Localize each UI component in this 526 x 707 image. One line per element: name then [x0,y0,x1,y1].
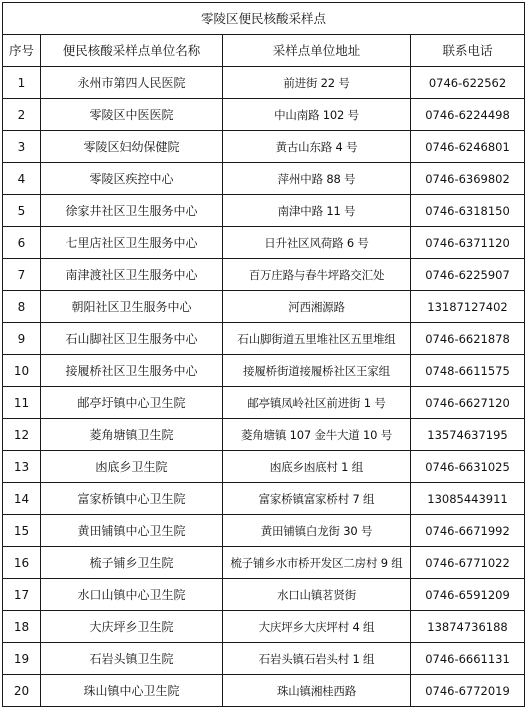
cell-phone: 0746-6627120 [411,387,525,419]
cell-address: 接履桥街道接履桥社区王家组 [223,355,411,387]
cell-phone: 0746-6671992 [411,515,525,547]
cell-index: 15 [3,515,41,547]
cell-address: 百万庄路与春牛坪路交汇处 [223,259,411,291]
table-row [3,291,525,323]
cell-name: 零陵区妇幼保健院 [41,131,223,163]
cell-phone: 13574637195 [411,419,525,451]
cell-name: 水口山镇中心卫生院 [41,579,223,611]
table-row [3,259,525,291]
table-title: 零陵区便民核酸采样点 [3,3,525,35]
cell-address: 邮亭镇凤岭社区前进街 1 号 [223,387,411,419]
cell-index: 13 [3,451,41,483]
cell-index: 12 [3,419,41,451]
header-address: 采样点单位地址 [223,35,411,67]
cell-index: 10 [3,355,41,387]
cell-name: 零陵区疾控中心 [41,163,223,195]
cell-phone: 0746-6591209 [411,579,525,611]
cell-phone: 0746-6225907 [411,259,525,291]
cell-index: 17 [3,579,41,611]
cell-address: 石岩头镇石岩头村 1 组 [223,643,411,675]
cell-index: 7 [3,259,41,291]
table-row [3,387,525,419]
cell-phone: 13874736188 [411,611,525,643]
cell-phone: 0746-6771022 [411,547,525,579]
cell-index: 8 [3,291,41,323]
cell-phone: 0746-6621878 [411,323,525,355]
cell-address: 珠山镇湘桂西路 [223,675,411,707]
cell-phone: 0746-6318150 [411,195,525,227]
table-row [3,67,525,99]
table-title-row [3,3,525,35]
header-name: 便民核酸采样点单位名称 [41,35,223,67]
cell-name: 永州市第四人民医院 [41,67,223,99]
table-row [3,579,525,611]
cell-name: 接履桥社区卫生服务中心 [41,355,223,387]
cell-name: 零陵区中医医院 [41,99,223,131]
cell-address: 菱角塘镇 107 金牛大道 10 号 [223,419,411,451]
cell-index: 6 [3,227,41,259]
table-body [3,67,525,707]
cell-address: 河西湘源路 [223,291,411,323]
table-row [3,611,525,643]
cell-name: 大庆坪乡卫生院 [41,611,223,643]
cell-index: 3 [3,131,41,163]
cell-address: 梳子铺乡水市桥开发区二房村 9 组 [223,547,411,579]
table-row [3,227,525,259]
cell-phone: 0748-6611575 [411,355,525,387]
table-row [3,547,525,579]
cell-name: 徐家井社区卫生服务中心 [41,195,223,227]
cell-phone: 0746-622562 [411,67,525,99]
cell-index: 19 [3,643,41,675]
cell-phone: 0746-6631025 [411,451,525,483]
cell-name: 黄田铺镇中心卫生院 [41,515,223,547]
header-index: 序号 [3,35,41,67]
cell-name: 七里店社区卫生服务中心 [41,227,223,259]
header-phone: 联系电话 [411,35,525,67]
cell-phone: 0746-6371120 [411,227,525,259]
cell-address: 大庆坪乡大庆坪村 4 组 [223,611,411,643]
cell-address: 南津中路 11 号 [223,195,411,227]
cell-name: 凼底乡卫生院 [41,451,223,483]
cell-address: 日升社区风荷路 6 号 [223,227,411,259]
cell-name: 珠山镇中心卫生院 [41,675,223,707]
cell-index: 2 [3,99,41,131]
table-row [3,675,525,707]
table-header-row [3,35,525,67]
cell-address: 水口山镇茗贤街 [223,579,411,611]
cell-phone: 13187127402 [411,291,525,323]
cell-phone: 13085443911 [411,483,525,515]
cell-address: 富家桥镇富家桥村 7 组 [223,483,411,515]
cell-phone: 0746-6224498 [411,99,525,131]
table-row [3,163,525,195]
table-row [3,131,525,163]
cell-name: 富家桥镇中心卫生院 [41,483,223,515]
cell-index: 9 [3,323,41,355]
table-row [3,643,525,675]
cell-address: 石山脚街道五里堆社区五里堆组 [223,323,411,355]
cell-address: 黄古山东路 4 号 [223,131,411,163]
cell-index: 4 [3,163,41,195]
cell-index: 11 [3,387,41,419]
cell-address: 中山南路 102 号 [223,99,411,131]
cell-address: 前进街 22 号 [223,67,411,99]
cell-address: 凼底乡凼底村 1 组 [223,451,411,483]
cell-name: 梳子铺乡卫生院 [41,547,223,579]
table-row [3,323,525,355]
cell-name: 石岩头镇卫生院 [41,643,223,675]
table-row [3,483,525,515]
cell-phone: 0746-6369802 [411,163,525,195]
cell-index: 18 [3,611,41,643]
cell-index: 14 [3,483,41,515]
cell-name: 邮亭圩镇中心卫生院 [41,387,223,419]
sampling-sites-table [2,2,525,707]
table-row [3,515,525,547]
cell-index: 16 [3,547,41,579]
cell-address: 黄田铺镇白龙街 30 号 [223,515,411,547]
table-row [3,195,525,227]
table-row [3,451,525,483]
cell-phone: 0746-6246801 [411,131,525,163]
cell-phone: 0746-6772019 [411,675,525,707]
cell-index: 1 [3,67,41,99]
cell-address: 萍州中路 88 号 [223,163,411,195]
cell-index: 5 [3,195,41,227]
cell-name: 石山脚社区卫生服务中心 [41,323,223,355]
cell-name: 朝阳社区卫生服务中心 [41,291,223,323]
table-row [3,419,525,451]
table-row [3,355,525,387]
cell-phone: 0746-6661131 [411,643,525,675]
cell-index: 20 [3,675,41,707]
cell-name: 南津渡社区卫生服务中心 [41,259,223,291]
table-row [3,99,525,131]
cell-name: 菱角塘镇卫生院 [41,419,223,451]
